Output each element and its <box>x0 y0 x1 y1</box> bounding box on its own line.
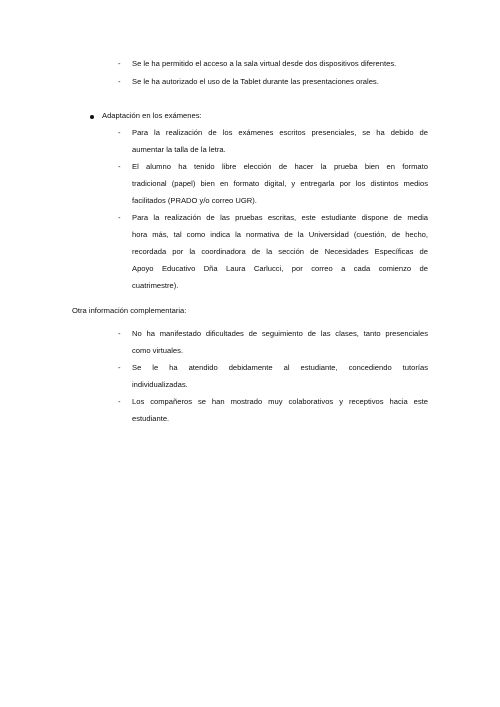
round-bullet <box>90 115 94 119</box>
list-item-text: Para la realización de las pruebas escritas, este estudiante dispone de media <box>132 213 428 222</box>
section-heading-exam-adaptation: Adaptación en los exámenes: <box>102 111 202 120</box>
dash-bullet: - <box>118 77 121 86</box>
list-item-text: como virtuales. <box>132 346 184 355</box>
dash-bullet: - <box>118 363 121 372</box>
dash-bullet: - <box>118 128 121 137</box>
list-item-text: individualizadas. <box>132 380 188 389</box>
list-item-text: Apoyo Educativo Dña Laura Carlucci, por correo a cada comienzo de <box>132 264 428 273</box>
list-item-text: facilitados (PRADO y/o correo UGR). <box>132 196 257 205</box>
section-heading-additional-info: Otra información complementaria: <box>72 306 187 315</box>
list-item-text: Se le ha autorizado el uso de la Tablet durante las presentaciones orales. <box>132 77 379 86</box>
dash-bullet: - <box>118 213 121 222</box>
dash-bullet: - <box>118 59 121 68</box>
list-item-text: cuatrimestre). <box>132 281 179 290</box>
dash-bullet: - <box>118 329 121 338</box>
list-item-text: recordada por la coordinadora de la sección de Necesidades Específicas de <box>132 247 428 256</box>
list-item-text: Los compañeros se han mostrado muy colaborativos y receptivos hacia este <box>132 397 428 406</box>
list-item-text: El alumno ha tenido libre elección de hacer la prueba bien en formato <box>132 162 428 171</box>
dash-bullet: - <box>118 397 121 406</box>
list-item-text: tradicional (papel) bien en formato digital, y entregarla por los distintos medios <box>132 179 428 188</box>
list-item-text: hora más, tal como indica la normativa de la Universidad (cuestión, de hecho, <box>132 230 428 239</box>
list-item-text: aumentar la talla de la letra. <box>132 145 226 154</box>
list-item-text: Se le ha atendido debidamente al estudiante, concediendo tutorías <box>132 363 428 372</box>
dash-bullet: - <box>118 162 121 171</box>
list-item-text: estudiante. <box>132 414 170 423</box>
list-item-text: Se le ha permitido el acceso a la sala virtual desde dos dispositivos diferentes. <box>132 59 397 68</box>
list-item-text: Para la realización de los exámenes escritos presenciales, se ha debido de <box>132 128 428 137</box>
list-item-text: No ha manifestado dificultades de seguimiento de las clases, tanto presenciales <box>132 329 428 338</box>
